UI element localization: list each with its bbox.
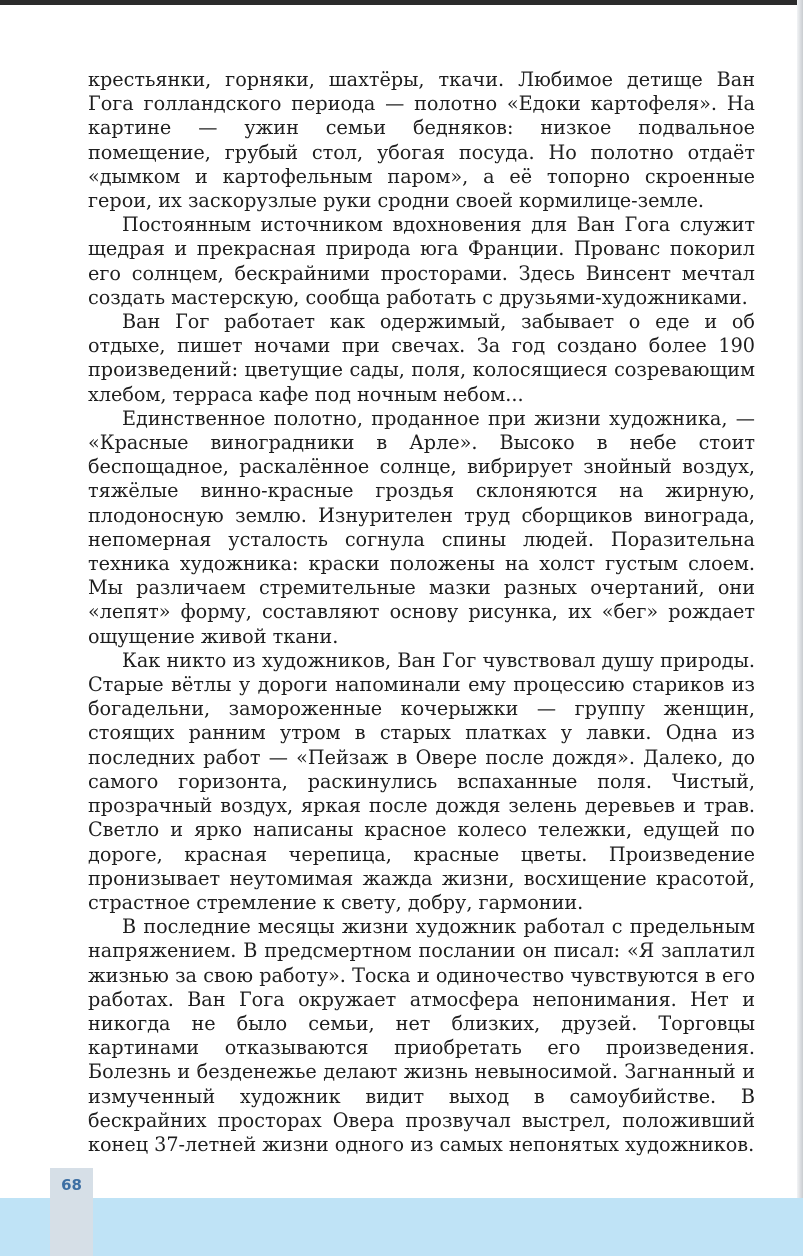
bottom-color-band <box>0 1198 803 1256</box>
paragraph-6: В последние месяцы жизни художник работал с предельным напряжением. В предсмертном послании он писал: «Я заплатил жизнью за свою работу». Тоска и одиночество чувствуются в его работах. Ван Гога окружает атмосфера непонимания. Нет и никогда не было семьи, нет близких, друзей. Торговцы картинами отказываются приобретать его произведения. Болезнь и безденежье делают жизнь невыносимой. Загнанный и измученный художник видит выход в самоубийстве. В бескрайних просторах Овера прозвучал выстрел, положивший конец 37-летней жизни одного из самых непонятых художников. <box>88 915 755 1156</box>
paragraph-4: Единственное полотно, проданное при жизни художника, — «Красные виноградники в Арле». Высоко в небе стоит беспощадное, раскалённое солнце, вибрирует знойный воздух, тяжёлые винно-красные гроздья склоняются на жирную, плодоносную землю. Изнурителен труд сборщиков винограда, непомерная усталость согнула спины людей. Поразительна техника художника: краски положены на холст густым слоем. Мы различаем стремительные мазки разных очертаний, они «лепят» форму, составляют основу рисунка, их «бег» рождает ощущение живой ткани. <box>88 406 755 648</box>
body-text <box>88 68 755 1157</box>
page-top-edge <box>0 0 803 5</box>
page-number: 68 <box>61 1176 82 1194</box>
paragraph-1: крестьянки, горняки, шахтёры, ткачи. Любимое детище Ван Гога голландского периода — полотно «Едоки картофеля». На картине — ужин семьи бедняков: низкое подвальное помещение, грубый стол, убогая посуда. Но полотно отдаёт «дымком и картофельным паром», а её топорно скроенные герои, их заскорузлые руки сродни своей кормилице-земле. <box>88 68 755 213</box>
page-right-edge <box>797 0 803 1256</box>
paragraph-2: Постоянным источником вдохновения для Ван Гога служит щедрая и прекрасная природа юга Франции. Прованс покорил его солнцем, бескрайними просторами. Здесь Винсент мечтал создать мастерскую, сообща работать с друзьями-художниками. <box>88 213 755 309</box>
paragraph-5: Как никто из художников, Ван Гог чувствовал душу природы. Старые вётлы у дороги напоминали ему процессию стариков из богадельни, замороженные кочерыжки — группу женщин, стоящих ранним утром в старых платках у лавки. Одна из последних работ — «Пейзаж в Овере после дождя». Далеко, до самого горизонта, раскинулись вспаханные поля. Чистый, прозрачный воздух, яркая после дождя зелень деревьев и трав. Светло и ярко написаны красное колесо тележки, едущей по дороге, красная черепица, красные цветы. Произведение пронизывает неутомимая жажда жизни, восхищение красотой, страстное стремление к свету, добру, гармонии. <box>88 648 755 914</box>
paragraph-3: Ван Гог работает как одержимый, забывает о еде и об отдыхе, пишет ночами при свечах. За год создано более 190 произведений: цветущие сады, поля, колосящиеся созревающим хлебом, терраса кафе под ночным небом... <box>88 310 755 406</box>
